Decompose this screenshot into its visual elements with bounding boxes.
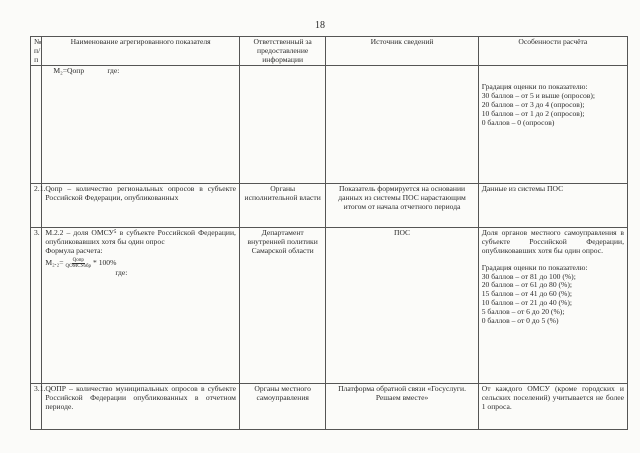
row2-name <box>42 228 240 384</box>
row2-formula-label: Формула расчета: <box>45 245 103 255</box>
row0-formula: M₂=Qопр <box>53 66 85 76</box>
row1-source: Показатель формируется на основании данных из системы ПОС нарастающим итогом от начала отчетного периода <box>326 184 478 228</box>
row0-name <box>42 66 240 184</box>
row2-features <box>478 228 627 384</box>
header-num: № п/п <box>31 37 42 66</box>
features-line: 30 баллов – от 81 до 100 (%); <box>481 271 576 281</box>
features-line: 0 баллов – от 0 до 5 (%) <box>481 315 559 325</box>
formula-lhs: M₂.₂= <box>45 257 64 267</box>
row2-responsible: Департамент внутренней политики Самарской области <box>239 228 325 384</box>
features-line: 20 баллов – от 3 до 4 (опросов); <box>481 99 585 109</box>
features-line: Градация оценки по показателю: <box>481 262 588 272</box>
table-row <box>31 384 628 430</box>
row2-name-text: M.2.2 – доля ОМСУ⁵ в субъекте Российской Федерации, опубликовавших хотя бы один опрос <box>45 228 236 247</box>
row1-responsible: Органы исполнительной власти <box>239 184 325 228</box>
page-number: 18 <box>315 20 325 31</box>
row3-num: 3.1. <box>31 384 42 430</box>
row0-where: где: <box>107 66 120 76</box>
features-line: 20 баллов – от 61 до 80 (%); <box>481 280 573 290</box>
row0-features <box>478 66 627 184</box>
row1-name: Qопр – количество региональных опросов в субъекте Российской Федерации, опубликованных <box>42 184 240 228</box>
row0-source <box>326 66 478 184</box>
row1-num: 2.1. <box>31 184 42 228</box>
header-name: Наименование агрегированного показателя <box>42 37 240 66</box>
features-line: Градация оценки по показателю: <box>481 82 588 92</box>
features-line: 30 баллов – от 5 и выше (опросов); <box>481 91 596 101</box>
table-row <box>31 184 628 228</box>
table-row <box>31 228 628 384</box>
table-row <box>31 66 628 184</box>
formula-fraction <box>66 258 91 269</box>
formula-numerator: Qопр <box>72 257 84 263</box>
row1-features: Данные из системы ПОС <box>478 184 627 228</box>
features-line: 5 баллов – от 6 до 20 (%); <box>481 306 565 316</box>
features-line: 10 баллов – от 21 до 40 (%); <box>481 297 573 307</box>
header-source: Источник сведений <box>326 37 478 66</box>
features-line: 10 баллов – от 1 до 2 (опросов); <box>481 108 585 118</box>
row3-name: QОПР – количество муниципальных опросов в субъекте Российской Федерации опубликованных в отчетном периоде. <box>42 384 240 430</box>
row3-features: От каждого ОМСУ (кроме городских и сельских поселений) учитывается не более 1 опроса. <box>478 384 627 430</box>
row2-formula <box>45 258 236 269</box>
table-header-row <box>31 37 628 66</box>
features-line: 0 баллов – 0 (опросов) <box>481 117 555 127</box>
row2-source: ПОС <box>326 228 478 384</box>
header-responsible: Ответственный за предоставление информации <box>239 37 325 66</box>
row2-num: 3. <box>31 228 42 384</box>
features-intro: Доля органов местного самоуправления в субъекте Российской Федерации, опубликовавших хотя бы один опрос. <box>481 228 624 255</box>
indicators-table <box>30 36 628 430</box>
row2-where: где: <box>115 267 128 277</box>
row0-num <box>31 66 42 184</box>
row3-responsible: Органы местного самоуправления <box>239 384 325 430</box>
row0-responsible <box>239 66 325 184</box>
row3-source: Платформа обратной связи «Госуслуги. Решаем вместе» <box>326 384 478 430</box>
header-features: Особенности расчёта <box>478 37 627 66</box>
formula-rhs: * 100% <box>93 257 117 267</box>
formula-denominator: QОМСУобр <box>65 263 92 269</box>
features-line: 15 баллов – от 41 до 60 (%); <box>481 289 573 299</box>
